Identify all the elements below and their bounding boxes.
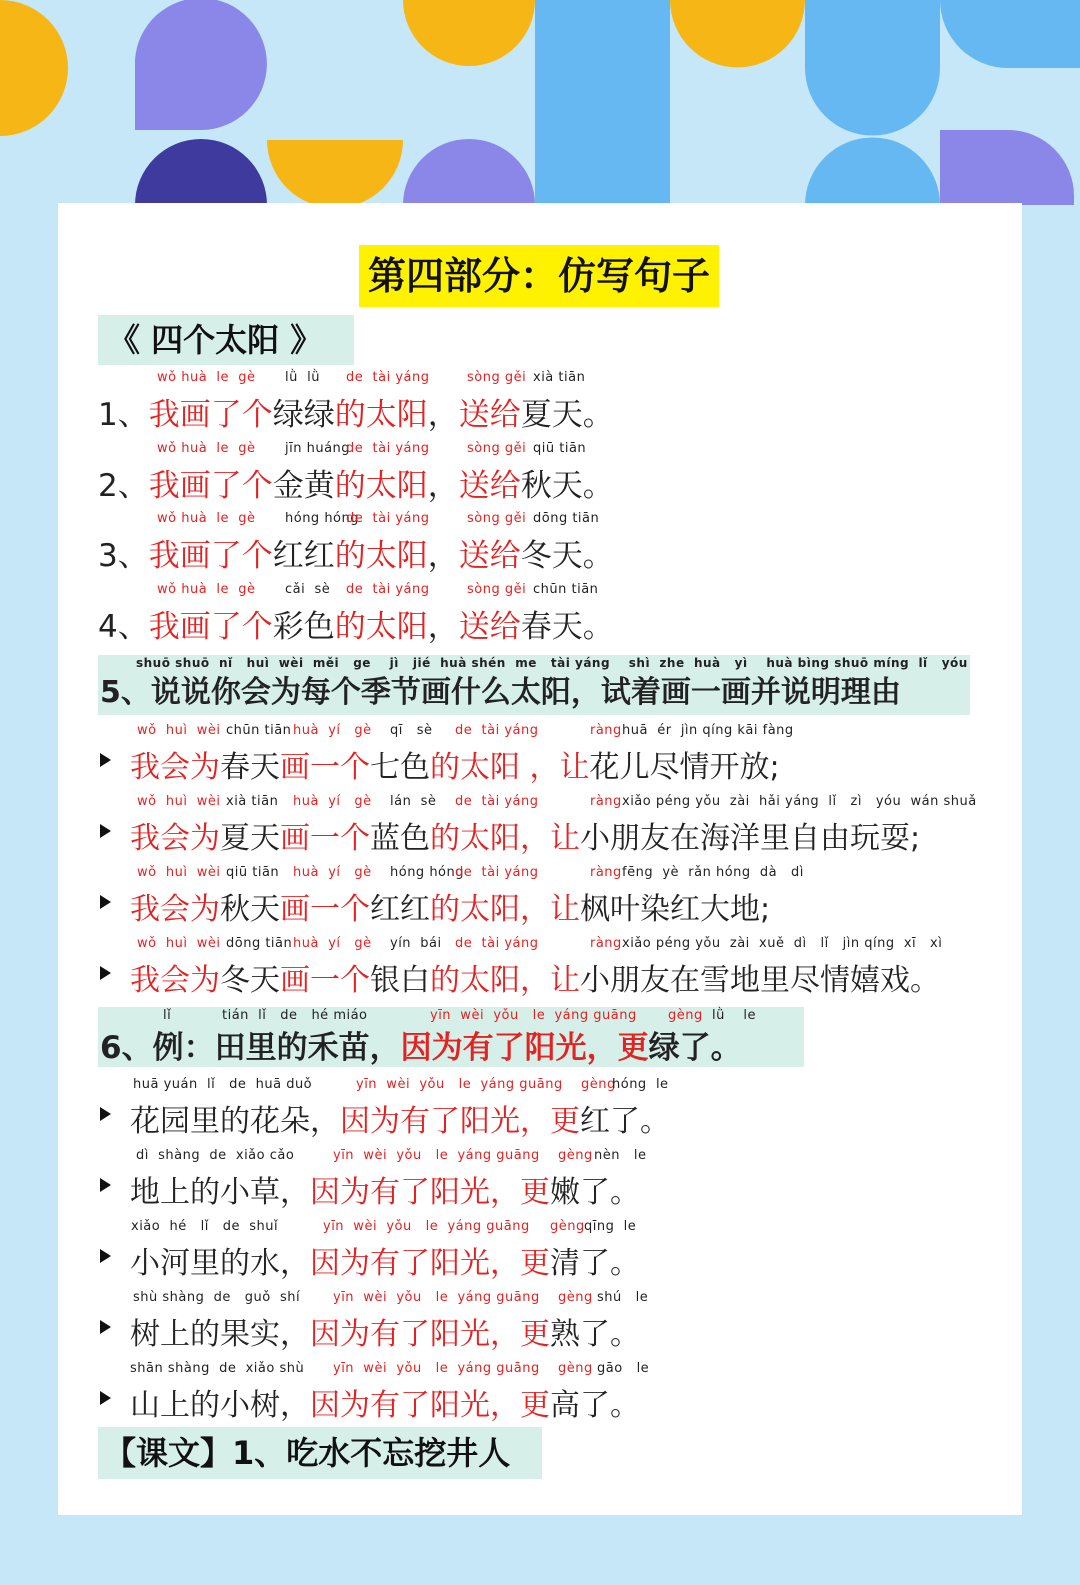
season-answer-4-pinyin: ràng <box>590 936 622 951</box>
sunshine-answer-3-seg: 更 <box>520 1246 550 1281</box>
bullet-marker <box>100 966 111 980</box>
season-answer-1-pinyin: ràng <box>590 723 622 738</box>
season-answer-1-pinyin: huā ér jìn qíng kāi fàng <box>622 723 794 738</box>
sentence-3-seg: 送给 <box>458 538 521 574</box>
season-answer-1-seg: 的太阳 ， <box>430 750 560 785</box>
sentence-1-pinyin: wǒ huà le gè <box>157 370 256 385</box>
season-answer-1-text <box>130 742 780 786</box>
season-answer-2-pinyin: wǒ huì wèi <box>137 794 221 809</box>
sentence-1-pinyin: xià tiān <box>533 370 586 385</box>
sentence-2-number: 2、 <box>98 468 149 504</box>
season-answer-3-seg: 红红 <box>370 892 430 927</box>
season-answer-2-seg: 蓝色 <box>370 821 430 856</box>
season-answer-3-seg: 让 <box>550 892 580 927</box>
sunshine-answer-2-pinyin: nèn le <box>594 1148 647 1163</box>
page-title: 第四部分：仿写句子 <box>359 245 719 307</box>
sunshine-answer-4-pinyin: gèng <box>558 1290 593 1305</box>
sunshine-answer-5-pinyin: gèng <box>558 1361 593 1376</box>
sentence-3-pinyin: de tài yáng <box>346 511 430 526</box>
season-answer-4-pinyin: yín bái <box>390 936 442 951</box>
sunshine-answer-3-text <box>130 1238 640 1282</box>
season-answer-2-pinyin: de tài yáng <box>455 794 539 809</box>
sunshine-answer-1-seg: 更 <box>550 1104 580 1139</box>
sentence-4-seg: ， <box>427 609 459 645</box>
sunshine-answer-3-pinyin: gèng <box>550 1219 585 1234</box>
example-6-pinyin: lǐ <box>163 1008 172 1023</box>
sunshine-answer-3-pinyin: qīng le <box>584 1219 637 1234</box>
season-answer-3-pinyin: de tài yáng <box>455 865 539 880</box>
season-answer-1-pinyin: chūn tiān <box>226 723 292 738</box>
sentence-3-seg: ， <box>427 538 459 574</box>
lesson-heading-text: 《 四个太阳 》 <box>108 321 323 359</box>
season-answer-4-seg: 的太阳， <box>430 963 550 998</box>
season-answer-1-pinyin: de tài yáng <box>455 723 539 738</box>
season-answer-2-seg: 我会为 <box>130 821 220 856</box>
sunshine-answer-3-pinyin: xiǎo hé lǐ de shuǐ <box>131 1219 279 1234</box>
bullet-marker <box>100 824 111 838</box>
sentence-4-pinyin: sòng gěi <box>467 582 527 597</box>
season-answer-1-seg: 画一个 <box>280 750 370 785</box>
sunshine-answer-5-pinyin: yīn wèi yǒu le yáng guāng <box>333 1361 540 1376</box>
sentence-4-number: 4、 <box>98 609 149 645</box>
sentence-4-seg: 春天。 <box>520 609 614 645</box>
sentence-3-seg: 红红 <box>272 538 335 574</box>
sentence-1-pinyin: sòng gěi <box>467 370 527 385</box>
sentence-3-pinyin: hóng hóng <box>285 511 360 526</box>
season-answer-2-seg: 让 <box>550 821 580 856</box>
season-answer-4-pinyin: huà yí gè <box>293 936 372 951</box>
season-answer-1-seg: 七色 <box>370 750 430 785</box>
sunshine-answer-1-pinyin: gèng <box>581 1077 616 1092</box>
example-6-pinyin: gèng <box>668 1008 703 1023</box>
season-answer-1-pinyin: huà yí gè <box>293 723 372 738</box>
sunshine-answer-5-seg: 因为有了阳光， <box>310 1388 520 1423</box>
season-answer-2-pinyin: ràng <box>590 794 622 809</box>
sunshine-answer-5-seg: 山上的小树， <box>130 1388 310 1423</box>
season-answer-4-seg: 小朋友在雪地里尽情嬉戏。 <box>580 963 940 998</box>
season-answer-1-seg: 让 <box>559 750 590 785</box>
sentence-3-seg: 我画了个 <box>148 538 273 574</box>
season-answer-1-seg: 我会为 <box>130 750 220 785</box>
sentence-4-seg: 的太阳 <box>334 609 428 645</box>
sentence-1-seg: 夏天。 <box>520 397 614 433</box>
sentence-1-number: 1、 <box>98 397 149 433</box>
season-answer-2-pinyin: xiǎo péng yǒu zài hǎi yáng lǐ zì yóu wán shuǎ <box>622 794 977 809</box>
sunshine-answer-1-seg: 红了。 <box>580 1104 670 1139</box>
season-answer-1-seg: 花儿尽情开放; <box>589 750 780 785</box>
sentence-4-text <box>98 601 614 646</box>
season-answer-4-seg: 银白 <box>370 963 430 998</box>
sentence-4-seg: 我画了个 <box>148 609 273 645</box>
sentence-3-pinyin: sòng gěi <box>467 511 527 526</box>
sunshine-answer-3-pinyin: yīn wèi yǒu le yáng guāng <box>323 1219 530 1234</box>
season-answer-4-seg: 画一个 <box>280 963 370 998</box>
sunshine-answer-2-seg: 因为有了阳光， <box>310 1175 520 1210</box>
sunshine-answer-4-seg: 因为有了阳光， <box>310 1317 520 1352</box>
example-6-pinyin: lǜ le <box>712 1008 756 1023</box>
sunshine-answer-1-pinyin: hóng le <box>612 1077 669 1092</box>
season-answer-3-seg: 秋天 <box>220 892 280 927</box>
sunshine-answer-4-pinyin: shú le <box>597 1290 649 1305</box>
sentence-3-number: 3、 <box>98 538 149 574</box>
sentence-1-seg: 送给 <box>458 397 521 433</box>
season-answer-3-pinyin: qiū tiān <box>226 865 280 880</box>
example-6-seg: 6、例：田里的禾苗， <box>100 1030 401 1066</box>
season-answer-3-seg: 画一个 <box>280 892 370 927</box>
season-answer-3-seg: 的太阳， <box>430 892 550 927</box>
season-answer-4-pinyin: dōng tiān <box>226 936 293 951</box>
sunshine-answer-1-pinyin: yīn wèi yǒu le yáng guāng <box>356 1077 563 1092</box>
sentence-1-pinyin: lǜ lǜ <box>285 370 320 385</box>
bullet-marker <box>100 1391 111 1405</box>
sentence-1-seg: 的太阳 <box>334 397 428 433</box>
sunshine-answer-2-text <box>130 1167 640 1211</box>
example-6-seg: 绿了。 <box>648 1030 742 1066</box>
sunshine-answer-1-seg: 因为有了阳光， <box>340 1104 550 1139</box>
sentence-3-pinyin: wǒ huà le gè <box>157 511 256 526</box>
sunshine-answer-1-pinyin: huā yuán lǐ de huā duǒ <box>133 1077 313 1092</box>
season-answer-4-seg: 冬天 <box>220 963 280 998</box>
sentence-4-pinyin: wǒ huà le gè <box>157 582 256 597</box>
sentence-1-seg: ， <box>427 397 459 433</box>
season-answer-4-text <box>130 955 940 999</box>
sentence-2-seg: 的太阳 <box>334 468 428 504</box>
sunshine-answer-4-seg: 树上的果实， <box>130 1317 310 1352</box>
season-answer-3-pinyin: wǒ huì wèi <box>137 865 221 880</box>
season-answer-4-pinyin: wǒ huì wèi <box>137 936 221 951</box>
sentence-1-seg: 绿绿 <box>272 397 335 433</box>
sentence-1-pinyin: de tài yáng <box>346 370 430 385</box>
sunshine-answer-1-text <box>130 1096 670 1140</box>
season-answer-1-seg: 春天 <box>220 750 280 785</box>
season-answer-2-seg: 的太阳， <box>430 821 550 856</box>
lesson-heading <box>98 315 354 365</box>
sentence-3-seg: 的太阳 <box>334 538 428 574</box>
season-answer-4-pinyin: de tài yáng <box>455 936 539 951</box>
sunshine-answer-1-seg: 花园里的花朵， <box>130 1104 340 1139</box>
season-answer-2-seg: 画一个 <box>280 821 370 856</box>
sentence-2-pinyin: sòng gěi <box>467 441 527 456</box>
season-answer-3-pinyin: ràng <box>590 865 622 880</box>
example-6-text <box>100 1022 742 1067</box>
bullet-marker <box>100 1178 111 1192</box>
sentence-4-seg: 彩色 <box>272 609 335 645</box>
sunshine-answer-5-pinyin: gāo le <box>597 1361 650 1376</box>
sunshine-answer-4-pinyin: yīn wèi yǒu le yáng guāng <box>333 1290 540 1305</box>
sunshine-answer-2-seg: 更 <box>520 1175 550 1210</box>
sentence-2-pinyin: jīn huáng <box>285 441 351 456</box>
bullet-marker <box>100 1249 111 1263</box>
season-answer-3-seg: 枫叶染红大地; <box>580 892 771 927</box>
sentence-2-pinyin: de tài yáng <box>346 441 430 456</box>
sunshine-answer-2-seg: 嫩了。 <box>550 1175 640 1210</box>
season-answer-2-pinyin: xià tiān <box>226 794 279 809</box>
sentence-3-text <box>98 530 614 575</box>
sunshine-answer-2-pinyin: yīn wèi yǒu le yáng guāng <box>333 1148 540 1163</box>
example-6-pinyin: tián lǐ de hé miáo <box>222 1008 368 1023</box>
sentence-2-pinyin: qiū tiān <box>533 441 587 456</box>
bullet-marker <box>100 1320 111 1334</box>
season-answer-2-seg: 小朋友在海洋里自由玩耍; <box>580 821 921 856</box>
example-6-pinyin: yīn wèi yǒu le yáng guāng <box>430 1008 637 1023</box>
season-answer-2-seg: 夏天 <box>220 821 280 856</box>
sunshine-answer-4-seg: 熟了。 <box>550 1317 640 1352</box>
footer-heading-text: 【课文】1、吃水不忘挖井人 <box>104 1434 511 1472</box>
season-answer-1-pinyin: wǒ huì wèi <box>137 723 221 738</box>
sentence-2-seg: 金黄 <box>272 468 335 504</box>
question-5-pinyin: shuō shuō nǐ huì wèi měi ge jì jié huà shén me tài yáng shì zhe huà yì huà bìng shuō míng lǐ yóu <box>136 656 968 670</box>
bullet-marker <box>100 1107 111 1121</box>
sunshine-answer-2-pinyin: gèng <box>558 1148 593 1163</box>
sunshine-answer-5-text <box>130 1380 640 1424</box>
sunshine-answer-3-seg: 清了。 <box>550 1246 640 1281</box>
footer-heading <box>98 1427 542 1479</box>
sentence-4-seg: 送给 <box>458 609 521 645</box>
sunshine-answer-3-seg: 因为有了阳光， <box>310 1246 520 1281</box>
season-answer-3-pinyin: fēng yè rǎn hóng dà dì <box>622 865 804 880</box>
season-answer-2-text <box>130 813 920 857</box>
sentence-2-seg: ， <box>427 468 459 504</box>
sentence-2-seg: 我画了个 <box>148 468 273 504</box>
season-answer-4-pinyin: xiǎo péng yǒu zài xuě dì lǐ jìn qíng xī xì <box>622 936 943 951</box>
sentence-4-pinyin: cǎi sè <box>285 582 331 597</box>
sunshine-answer-3-seg: 小河里的水， <box>130 1246 310 1281</box>
sunshine-answer-5-seg: 更 <box>520 1388 550 1423</box>
decorative-header-shapes <box>0 0 1080 205</box>
example-6-seg: 因为有了阳光，更 <box>400 1030 649 1066</box>
sunshine-answer-4-pinyin: shù shàng de guǒ shí <box>133 1290 301 1305</box>
sentence-2-pinyin: wǒ huà le gè <box>157 441 256 456</box>
sentence-4-pinyin: de tài yáng <box>346 582 430 597</box>
season-answer-1-pinyin: qī sè <box>390 723 433 738</box>
season-answer-3-pinyin: huà yí gè <box>293 865 372 880</box>
sentence-4-pinyin: chūn tiān <box>533 582 599 597</box>
season-answer-4-seg: 我会为 <box>130 963 220 998</box>
sentence-2-text <box>98 460 614 505</box>
sunshine-answer-5-pinyin: shān shàng de xiǎo shù <box>130 1361 305 1376</box>
sentence-3-seg: 冬天。 <box>520 538 614 574</box>
sunshine-answer-5-seg: 高了。 <box>550 1388 640 1423</box>
season-answer-4-seg: 让 <box>550 963 580 998</box>
bullet-marker <box>100 895 111 909</box>
sentence-2-seg: 秋天。 <box>520 468 614 504</box>
sentence-3-pinyin: dōng tiān <box>533 511 600 526</box>
bullet-marker <box>100 753 111 767</box>
sentence-1-seg: 我画了个 <box>148 397 273 433</box>
question-5-text: 5、说说你会为每个季节画什么太阳，试着画一画并说明理由 <box>100 675 901 710</box>
sunshine-answer-4-seg: 更 <box>520 1317 550 1352</box>
season-answer-3-seg: 我会为 <box>130 892 220 927</box>
season-answer-3-text <box>130 884 770 928</box>
season-answer-2-pinyin: lán sè <box>390 794 437 809</box>
sunshine-answer-4-text <box>130 1309 640 1353</box>
season-answer-3-pinyin: hóng hóng <box>390 865 465 880</box>
season-answer-2-pinyin: huà yí gè <box>293 794 372 809</box>
sunshine-answer-2-seg: 地上的小草， <box>130 1175 310 1210</box>
sentence-2-seg: 送给 <box>458 468 521 504</box>
sentence-1-text <box>98 389 614 434</box>
sunshine-answer-2-pinyin: dì shàng de xiǎo cǎo <box>136 1148 295 1163</box>
